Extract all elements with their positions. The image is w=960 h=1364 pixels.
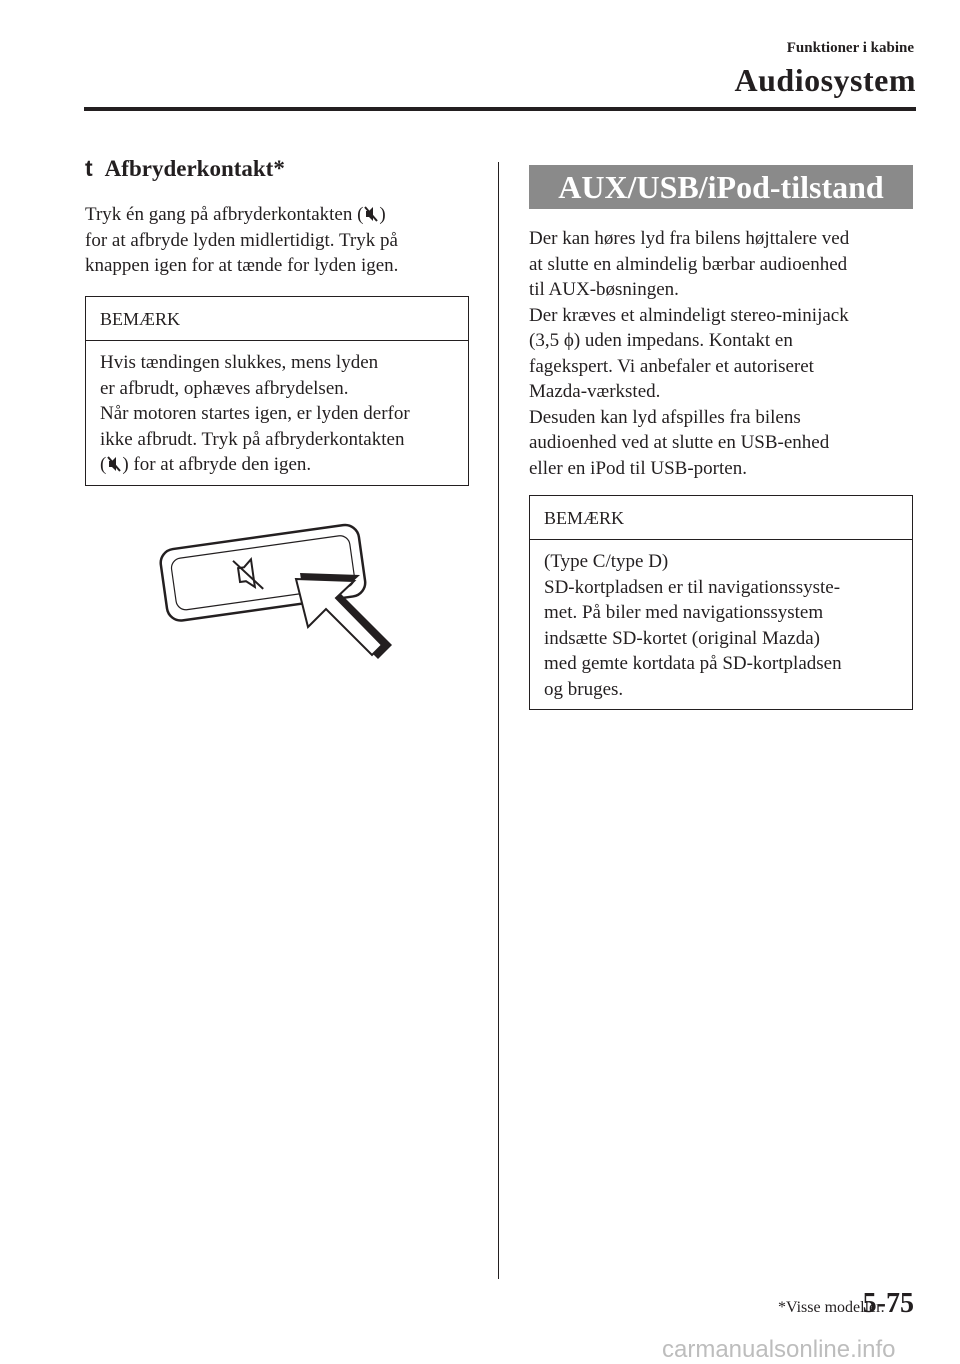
note-title: BEMÆRK [86,297,468,341]
header-rule [84,107,916,111]
note-box-mute [85,296,469,486]
arrow-icon [296,573,392,659]
mute-icon [363,205,379,223]
mute-icon [106,455,122,473]
column-divider [498,162,499,1279]
watermark[interactable]: carmanualsonline.info [662,1336,896,1363]
aux-paragraph: Der kan høres lyd fra bilens højttalere ved at slutte en almindelig bærbar audioenhed til AUX-bøsningen. Der kræves et almindeligt stereo-minijack (3,5 ϕ) uden impedans. Kontakt en fagekspert. Vi anbefaler et autoriseret Mazda-værksted. Desuden kan lyd afspilles fra bilens audioenhed ved at slutte en USB-enhed eller en iPod til USB-porten. [529,228,850,479]
note-box-sd [529,495,913,710]
mute-button-illustration [150,505,400,665]
chapter-title: Funktioner i kabine [786,40,914,56]
diameter-symbol: ϕ [563,330,574,351]
mute-paragraph: Tryk én gang på afbryderkontakten ( ) for at afbryde lyden midlertidigt. Tryk på knappen igen for at tænde for lyden igen. [85,204,399,276]
footnote: *Visse modeller. [778,1299,885,1316]
note-body: Hvis tændingen slukkes, mens lyden er afbrudt, ophæves afbrydelsen. Når motoren startes igen, er lyden derfor ikke afbrudt. Tryk på afbryderkontakten ( ) for at afbryde den igen. [100,352,410,475]
page-number: 5-75 [862,1288,914,1319]
aux-usb-ipod-banner: AUX/USB/iPod-tilstand [529,165,913,209]
note-title: BEMÆRK [530,496,912,540]
mute-heading [85,155,285,182]
heading-bullet: t [85,155,93,181]
heading-text: Afbryderkontakt* [104,156,285,181]
note-body: (Type C/type D) SD-kortpladsen er til navigationssyste- met. På biler med navigationssystem indsætte SD-kortet (original Mazda) med gemte kortdata på SD-kortpladsen og bruges. [544,551,842,700]
section-title: Audiosystem [734,62,916,98]
